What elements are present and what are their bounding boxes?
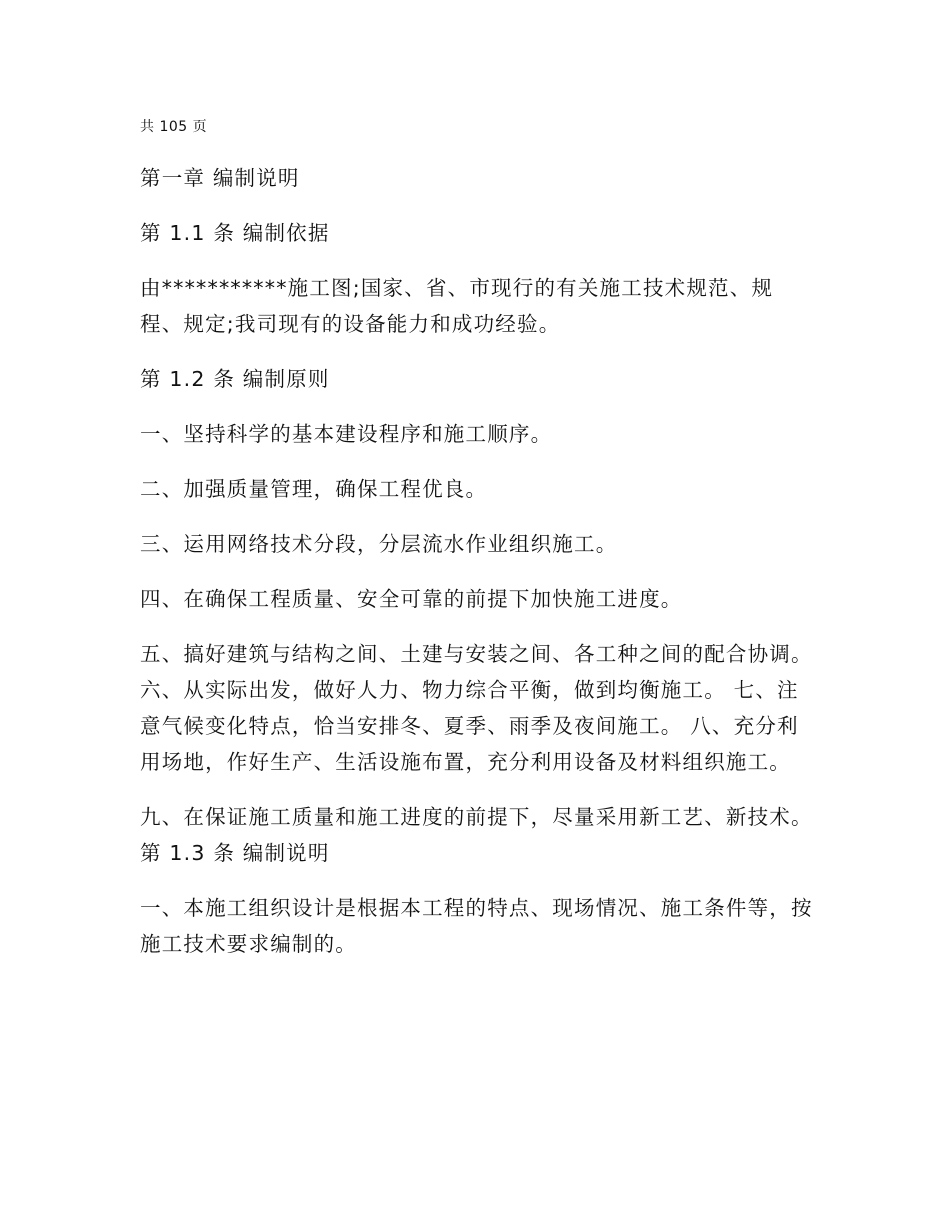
principle-item-9: 九、在保证施工质量和施工进度的前提下，尽量采用新工艺、新技术。 第 1.3 条 编制说明 [140, 805, 813, 865]
paragraph-basis: 由***********施工图;国家、省、市现行的有关施工技术规范、规程、规定;我司现有的设备能力和成功经验。 [140, 276, 774, 336]
principle-item-3: 三、运用网络技术分段，分层流水作业组织施工。 [140, 532, 618, 556]
page-count-label: 共 105 页 [140, 119, 208, 135]
description-item-1: 一、本施工组织设计是根据本工程的特点、现场情况、施工条件等，按施工技术要求编制的。 [140, 896, 813, 956]
principle-item-2: 二、加强质量管理，确保工程优良。 [140, 477, 488, 501]
chapter-title: 第一章 编制说明 [140, 166, 300, 190]
section-heading-1-2: 第 1.2 条 编制原则 [140, 367, 330, 391]
section-heading-1-1: 第 1.1 条 编制依据 [140, 221, 330, 245]
principle-item-4: 四、在确保工程质量、安全可靠的前提下加快施工进度。 [140, 587, 683, 611]
principle-items-5-8: 五、搞好建筑与结构之间、土建与安装之间、各工种之间的配合协调。 六、从实际出发，做好人力、物力综合平衡，做到均衡施工。 七、注意气候变化特点，恰当安排冬、夏季、雨季及夜间施工。 八、充分利用场地，作好生产、生活设施布置，充分利用设备及材料组织施工。 [140, 642, 813, 774]
document-body [140, 160, 815, 981]
principle-item-1: 一、坚持科学的基本建设程序和施工顺序。 [140, 422, 553, 446]
